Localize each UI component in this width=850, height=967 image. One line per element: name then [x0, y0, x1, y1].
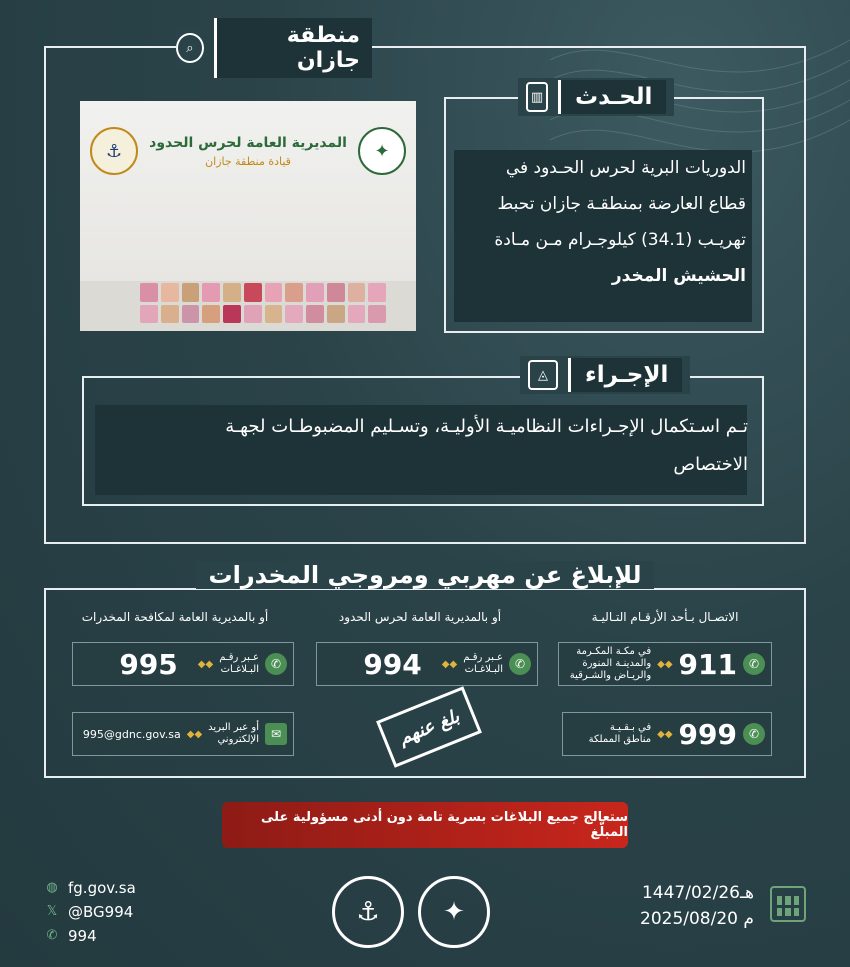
calendar-icon — [770, 886, 806, 922]
mail-icon: ✉ — [265, 723, 287, 745]
desc-line: البـلاغـات — [464, 664, 503, 675]
number-994-desc — [463, 652, 503, 676]
desc-line: في بـقـيـة — [609, 722, 652, 733]
photo-org-name: المديرية العامة لحرس الحدود — [149, 134, 347, 151]
arrow-icon: ◆◆ — [657, 658, 673, 670]
photo-banner — [90, 111, 406, 191]
desc-line: مناطق المملكة — [588, 734, 652, 745]
number-994-box[interactable] — [316, 642, 538, 686]
event-header — [518, 78, 674, 116]
number-999-desc — [589, 722, 651, 746]
photo-titles — [149, 135, 347, 168]
number-995-box[interactable] — [72, 642, 294, 686]
event-line: الدوريات البرية لحرس الحـدود في — [505, 158, 746, 178]
arrow-icon: ◆◆ — [197, 658, 214, 670]
saudi-emblem-icon: ✦ — [358, 127, 406, 175]
desc-line: والمدينـة المنورة — [582, 658, 652, 669]
siren-icon: ◬ — [528, 360, 558, 390]
number-994: 994 — [363, 647, 422, 681]
desc-line: الإلكتروني — [217, 734, 259, 745]
twitter-handle[interactable]: @BG994 — [68, 903, 134, 921]
number-999-box[interactable] — [562, 712, 772, 756]
procedure-text — [100, 408, 748, 484]
magnifier-icon: ⌕ — [176, 33, 204, 63]
procedure-line: تـم اسـتكمال الإجـراءات النظاميـة الأوليـة، وتسـليم المضبوطـات لجهـة — [225, 416, 748, 437]
footer-logos — [332, 876, 490, 948]
desc-line: أو عبر البريد — [208, 722, 259, 733]
seized-packages — [140, 283, 386, 323]
phone-icon: ✆ — [46, 928, 58, 943]
col1-header: الاتصـال بـأحد الأرقـام التـاليـة — [591, 610, 739, 624]
number-911: 911 — [678, 647, 737, 681]
number-999: 999 — [678, 717, 737, 751]
col3-header: أو بالمديرية العامة لمكافحة المخدرات — [81, 610, 269, 624]
contacts — [44, 876, 136, 948]
website[interactable]: fg.gov.sa — [68, 879, 136, 897]
dates — [640, 880, 754, 932]
desc-line: عـبر رقـم — [463, 652, 503, 663]
confidentiality-notice: ستعالج جميع البلاغات بسرية تامة دون أدنى مسؤولية على المبلّغ — [222, 802, 628, 848]
phone-icon: ✆ — [509, 653, 531, 675]
event-line: تهريـب (34.1) كيلوجـرام مـن مـادة — [494, 230, 746, 250]
email-address[interactable]: 995@gdnc.gov.sa — [82, 727, 181, 741]
email-desc — [208, 722, 259, 746]
desc-line: البـلاغـات — [220, 664, 259, 675]
col2-header: أو بالمديرية العامة لحرس الحدود — [338, 610, 502, 624]
gregorian-date: 2025/08/20 م — [640, 909, 754, 929]
twitter-row[interactable] — [44, 900, 136, 924]
event-line: الحشيش المخدر — [611, 266, 746, 286]
arrow-icon: ◆◆ — [657, 728, 673, 740]
arrow-icon: ◆◆ — [186, 728, 203, 740]
procedure-line: الاختصاص — [673, 454, 748, 475]
region-header — [176, 23, 372, 73]
number-911-desc — [570, 646, 651, 682]
phone-row[interactable] — [44, 924, 136, 948]
phone-icon: ✆ — [743, 653, 765, 675]
number-995: 995 — [119, 647, 178, 681]
event-line: قطاع العارضة بمنطقـة جازان تحبط — [497, 194, 746, 214]
border-guard-logo-icon: ⚓ — [332, 876, 404, 948]
event-title: الحـدث — [558, 80, 666, 114]
procedure-header — [520, 356, 690, 394]
email-box[interactable] — [72, 712, 294, 756]
phone-number[interactable]: 994 — [68, 927, 97, 945]
desc-line: والريـاض والشـرقية — [569, 670, 652, 681]
website-row[interactable] — [44, 876, 136, 900]
phone-icon: ✆ — [743, 723, 765, 745]
number-995-desc — [219, 652, 259, 676]
desc-line: في مكـة المكـرمة — [576, 646, 652, 657]
hijri-date: 1447/02/26هـ — [641, 883, 754, 903]
globe-icon: ◍ — [46, 880, 58, 895]
procedure-title: الإجـراء — [568, 358, 682, 392]
seizure-photo — [80, 101, 416, 331]
desc-line: عـبر رقـم — [219, 652, 259, 663]
number-911-box[interactable] — [558, 642, 772, 686]
x-icon: 𝕏 — [46, 904, 58, 919]
photo-sub-name: قيادة منطقة جازان — [205, 154, 291, 168]
report-title: للإبلاغ عن مهربي ومروجي المخدرات — [0, 561, 850, 589]
region-title: منطقة جازان — [214, 18, 372, 78]
saudi-emblem-icon: ✦ — [418, 876, 490, 948]
arrow-icon: ◆◆ — [441, 658, 458, 670]
radio-device-icon: ▥ — [526, 82, 548, 112]
event-text — [456, 150, 746, 294]
phone-icon: ✆ — [265, 653, 287, 675]
report-stamp: بلغ عنهم — [376, 686, 482, 768]
border-guard-logo-icon: ⚓ — [90, 127, 138, 175]
